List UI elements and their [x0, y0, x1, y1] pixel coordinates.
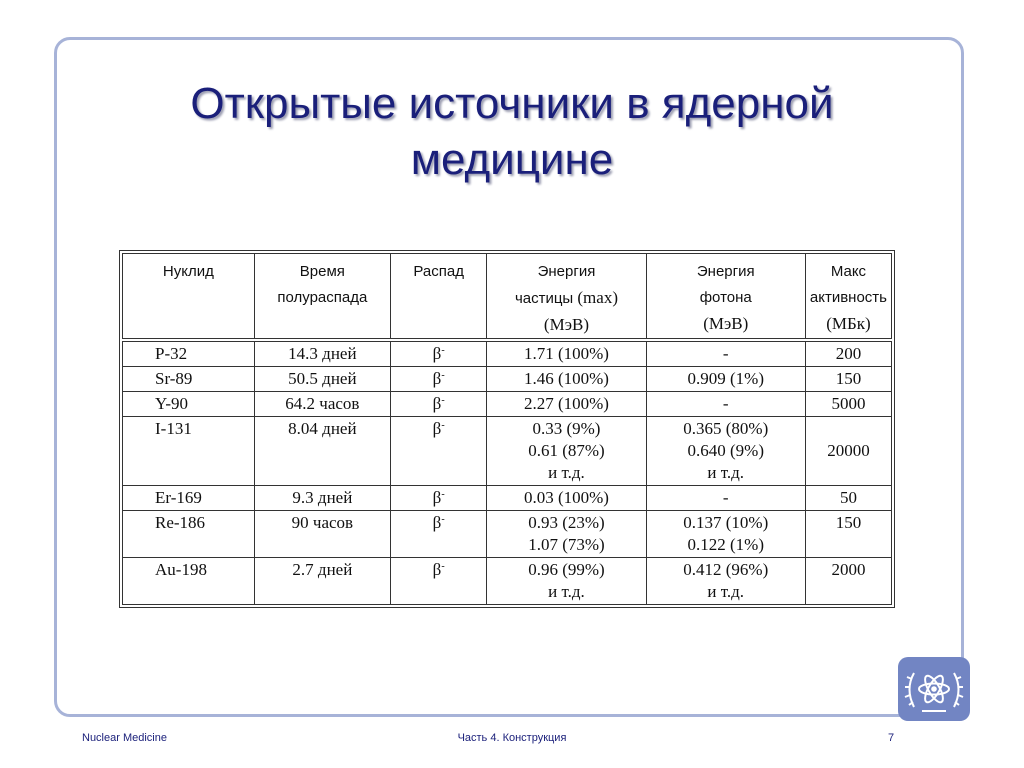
photon-energy-line: 0.365 (80%)	[683, 419, 769, 438]
header-particle-line-2-text: частицы	[514, 290, 574, 307]
nuclide-name: Re-186	[155, 513, 206, 532]
cell-decay	[391, 340, 487, 367]
photon-energy-line: 0.640 (9%)	[687, 441, 764, 460]
slide-title	[60, 76, 964, 188]
cell-half-life	[254, 367, 390, 392]
particle-energy-line: и т.д.	[548, 463, 585, 482]
decay-charge: -	[441, 420, 445, 431]
photon-energy-line: и т.д.	[707, 582, 745, 601]
table-row	[123, 486, 892, 511]
photon-energy-line: 0.909 (1%)	[687, 369, 764, 388]
footer-course-name: Nuclear Medicine	[82, 732, 167, 744]
decay-charge: -	[441, 345, 445, 356]
half-life-value: 8.04 дней	[288, 419, 357, 438]
cell-photon-energy	[646, 392, 805, 417]
half-life-value: 90 часов	[291, 513, 354, 532]
cell-half-life	[254, 511, 390, 558]
cell-particle-energy	[487, 340, 646, 367]
max-activity-value: 5000	[831, 394, 866, 413]
decay-charge: -	[441, 489, 445, 500]
decay-charge: -	[441, 370, 445, 381]
slide-title-line-2: медицине	[410, 135, 614, 184]
header-activity-line-1: Макс	[830, 263, 867, 280]
particle-energy-line: 1.07 (73%)	[528, 535, 605, 554]
cell-max-activity	[805, 558, 891, 605]
cell-half-life	[254, 558, 390, 605]
half-life-value: 14.3 дней	[288, 344, 357, 363]
particle-energy-line: 0.03 (100%)	[523, 488, 609, 507]
footer-page-number: 7	[888, 732, 895, 744]
header-max-activity	[805, 254, 891, 341]
cell-max-activity	[805, 367, 891, 392]
photon-energy-line: -	[722, 344, 729, 363]
decay-symbol: β	[432, 488, 442, 507]
cell-particle-energy	[487, 558, 646, 605]
nuclide-name: I-131	[155, 419, 192, 438]
photon-energy-line: и т.д.	[707, 463, 745, 482]
cell-half-life	[254, 392, 390, 417]
max-activity-value: 200	[835, 344, 862, 363]
cell-particle-energy	[487, 486, 646, 511]
max-activity-value: 150	[835, 513, 862, 532]
atom-wreath-logo-icon	[898, 657, 970, 721]
cell-max-activity	[805, 417, 891, 486]
header-photon-energy	[646, 254, 805, 341]
nuclide-table-container	[119, 250, 895, 608]
cell-photon-energy	[646, 340, 805, 367]
decay-symbol: β	[432, 513, 442, 532]
table-header-row	[123, 254, 892, 341]
header-decay-label: Распад	[413, 263, 464, 280]
cell-half-life	[254, 486, 390, 511]
header-nuclide	[123, 254, 255, 341]
decay-symbol: β	[432, 560, 442, 579]
cell-decay	[391, 367, 487, 392]
footer-section-name: Часть 4. Конструкция	[457, 732, 567, 744]
table-body	[123, 340, 892, 605]
header-half-life-line-1: Время	[299, 263, 345, 280]
header-half-life	[254, 254, 390, 341]
particle-energy-line: 0.93 (23%)	[528, 513, 605, 532]
header-nuclide-label: Нуклид	[162, 263, 214, 280]
table-row	[123, 340, 892, 367]
nuclide-name: Sr-89	[155, 369, 193, 388]
photon-energy-line: -	[722, 394, 729, 413]
particle-energy-line: 0.96 (99%)	[528, 560, 605, 579]
decay-symbol: β	[432, 344, 442, 363]
header-half-life-line-2: полураспада	[277, 289, 368, 306]
nuclide-name: Y-90	[155, 394, 189, 413]
cell-nuclide	[123, 417, 255, 486]
half-life-value: 64.2 часов	[285, 394, 360, 413]
cell-decay	[391, 511, 487, 558]
header-particle-line-1: Энергия	[537, 263, 596, 280]
photon-energy-line: -	[722, 488, 729, 507]
decay-charge: -	[441, 395, 445, 406]
header-particle-energy	[487, 254, 646, 341]
particle-energy-line: 1.71 (100%)	[523, 344, 609, 363]
table-row	[123, 392, 892, 417]
cell-particle-energy	[487, 392, 646, 417]
half-life-value: 50.5 дней	[288, 369, 357, 388]
particle-energy-line: 2.27 (100%)	[523, 394, 609, 413]
particle-energy-line: и т.д.	[548, 582, 585, 601]
half-life-value: 2.7 дней	[292, 560, 353, 579]
decay-symbol: β	[432, 394, 442, 413]
particle-energy-line: 0.61 (87%)	[528, 441, 605, 460]
cell-particle-energy	[487, 367, 646, 392]
cell-decay	[391, 392, 487, 417]
nuclide-name: Er-169	[155, 488, 202, 507]
particle-energy-line: 1.46 (100%)	[523, 369, 609, 388]
cell-max-activity	[805, 511, 891, 558]
photon-energy-line: 0.137 (10%)	[683, 513, 769, 532]
max-activity-value: 2000	[831, 560, 866, 579]
cell-half-life	[254, 340, 390, 367]
max-activity-value: 50	[839, 488, 857, 507]
header-photon-line-1: Энергия	[696, 263, 755, 280]
photon-energy-line: 0.122 (1%)	[687, 535, 764, 554]
header-photon-line-3: (МэВ)	[703, 314, 749, 333]
nuclide-table	[122, 253, 892, 605]
table-row	[123, 417, 892, 486]
header-particle-line-2	[491, 285, 641, 312]
cell-decay	[391, 558, 487, 605]
cell-photon-energy	[646, 558, 805, 605]
decay-symbol: β	[432, 369, 442, 388]
cell-max-activity	[805, 340, 891, 367]
header-particle-max: (max)	[577, 288, 618, 307]
cell-decay	[391, 417, 487, 486]
cell-nuclide	[123, 392, 255, 417]
cell-photon-energy	[646, 367, 805, 392]
cell-nuclide	[123, 486, 255, 511]
cell-photon-energy	[646, 511, 805, 558]
max-activity-value: 20000	[827, 441, 870, 460]
particle-energy-line: 0.33 (9%)	[532, 419, 601, 438]
header-decay	[391, 254, 487, 341]
cell-max-activity	[805, 392, 891, 417]
decay-charge: -	[441, 561, 445, 572]
header-particle-line-3: (МэВ)	[543, 315, 589, 334]
nuclide-name: Au-198	[155, 560, 207, 579]
nuclide-name: P-32	[155, 344, 188, 363]
cell-decay	[391, 486, 487, 511]
slide-title-line-1: Открытые источники в ядерной	[190, 79, 834, 128]
table-row	[123, 558, 892, 605]
cell-nuclide	[123, 558, 255, 605]
cell-nuclide	[123, 511, 255, 558]
cell-max-activity	[805, 486, 891, 511]
decay-charge: -	[441, 514, 445, 525]
cell-nuclide	[123, 340, 255, 367]
cell-photon-energy	[646, 486, 805, 511]
max-activity-value: 150	[835, 369, 862, 388]
cell-half-life	[254, 417, 390, 486]
header-photon-line-2: фотона	[699, 289, 752, 306]
cell-particle-energy	[487, 511, 646, 558]
photon-energy-line: 0.412 (96%)	[683, 560, 769, 579]
cell-photon-energy	[646, 417, 805, 486]
header-activity-line-3: (МБк)	[826, 314, 871, 333]
header-activity-line-2: активность	[809, 289, 887, 306]
cell-particle-energy	[487, 417, 646, 486]
decay-symbol: β	[432, 419, 442, 438]
table-row	[123, 511, 892, 558]
half-life-value: 9.3 дней	[292, 488, 353, 507]
table-row	[123, 367, 892, 392]
cell-nuclide	[123, 367, 255, 392]
